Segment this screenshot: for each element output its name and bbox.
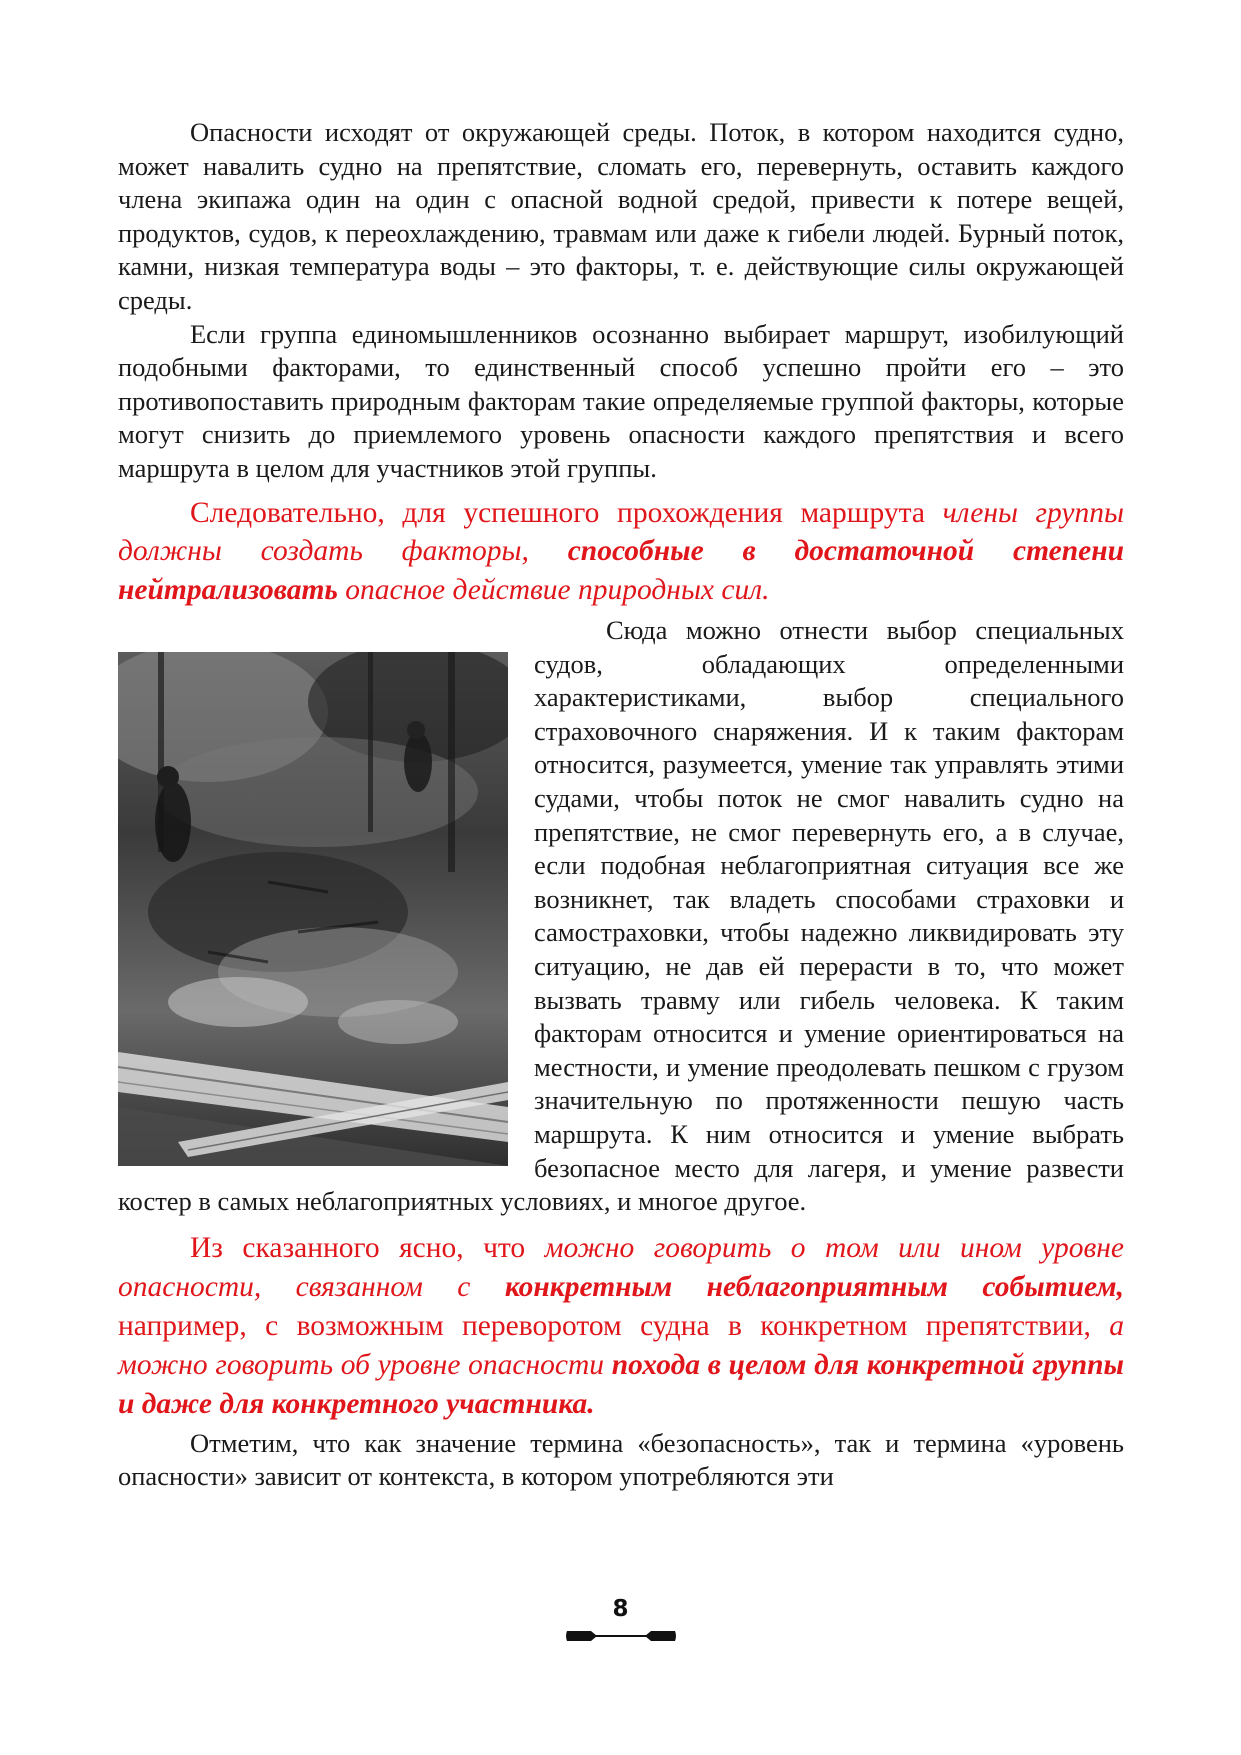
emphasis-2-bold-italic-end: похода в целом для конкретной группы и даже для конкретного участника. [118, 1348, 1124, 1420]
emphasis-conclusion-2 [118, 1229, 1124, 1424]
paragraph-skills-factors: Сюда можно отнести выбор специальных судов, обладающих определенными характеристиками, выбор специального страховочного снаряжения. И к таким факторам относится, разумеется, умение так управлять этими судами, чтобы поток не смог навалить судно на препятствие, не смог перевернуть его, а в случае, если подобная неблагоприятная ситуация все же возникнет, так владеть способами страховки и самостраховки, чтобы надежно ликвидировать эту ситуацию, не дав ей перерасти в то, что может вызвать травму или гибель человека. К таким факторам относится и умение ориентироваться на местности, и умение преодолевать пешком с грузом значительную по протяженности пешую часть маршрута. К ним относится и умение выбрать безопасное место для лагеря, и умение развести костер в самых неблагоприятных условиях, и многое другое. [118, 615, 1124, 1217]
emphasis-2-bold-italic: конкретным неблагоприятным событием, [504, 1270, 1124, 1303]
emphasis-1-regular: Следовательно, для успешного прохождения маршрута [190, 496, 943, 529]
emphasis-2-italic-middle: а можно говорить об уровне опасности [118, 1309, 1124, 1381]
paragraph-group-factors: Если группа единомышленников осознанно выбирает маршрут, изобилующий подобными факторами, то единственный способ успешно пройти его – это противопоставить природным факторам такие определяемые группой факторы, которые могут снизить до приемлемого уровень опасности каждого препятствия и всего маршрута в целом для участников этой группы. [118, 318, 1124, 483]
emphasis-conclusion-1 [118, 494, 1124, 610]
emphasis-2-regular-middle: например, с возможным переворотом судна в конкретном препятствии, [118, 1309, 1110, 1342]
emphasis-1-italic: члены группы должны создать факторы, [118, 496, 1124, 568]
rafting-forest-photo [118, 652, 508, 1166]
emphasis-1-bold-italic: способные в достаточной степени нейтрализовать [118, 535, 1125, 606]
photo-river-logs-illustration [118, 652, 508, 1166]
paragraph-terms-context: Отметим, что как значение термина «безопасность», так и термина «уровень опасности» зависит от контекста, в котором употребляются эти [118, 1427, 1124, 1492]
paragraph-dangers: Опасности исходят от окружающей среды. Поток, в котором находится судно, может навалить судно на препятствие, сломать его, перевернуть, оставить каждого члена экипажа один на один с опасной водной средой, привести к потере вещей, продуктов, судов, к переохлаждению, травмам или даже к гибели людей. Бурный поток, камни, низкая температура воды – это факторы, т. е. действующие силы окружающей среды. [118, 117, 1124, 315]
emphasis-1-italic-end: опасное действие природных сил. [337, 573, 770, 606]
emphasis-2-regular: Из сказанного ясно, что [190, 1231, 545, 1264]
page-body [118, 116, 1124, 1494]
paddle-ornament-icon [565, 1628, 677, 1644]
paragraph-with-photo [118, 614, 1124, 1219]
page-number: 8 [612, 1596, 629, 1622]
emphasis-2-italic: можно говорить о том или ином уровне опасности, связанном с [118, 1231, 1124, 1303]
